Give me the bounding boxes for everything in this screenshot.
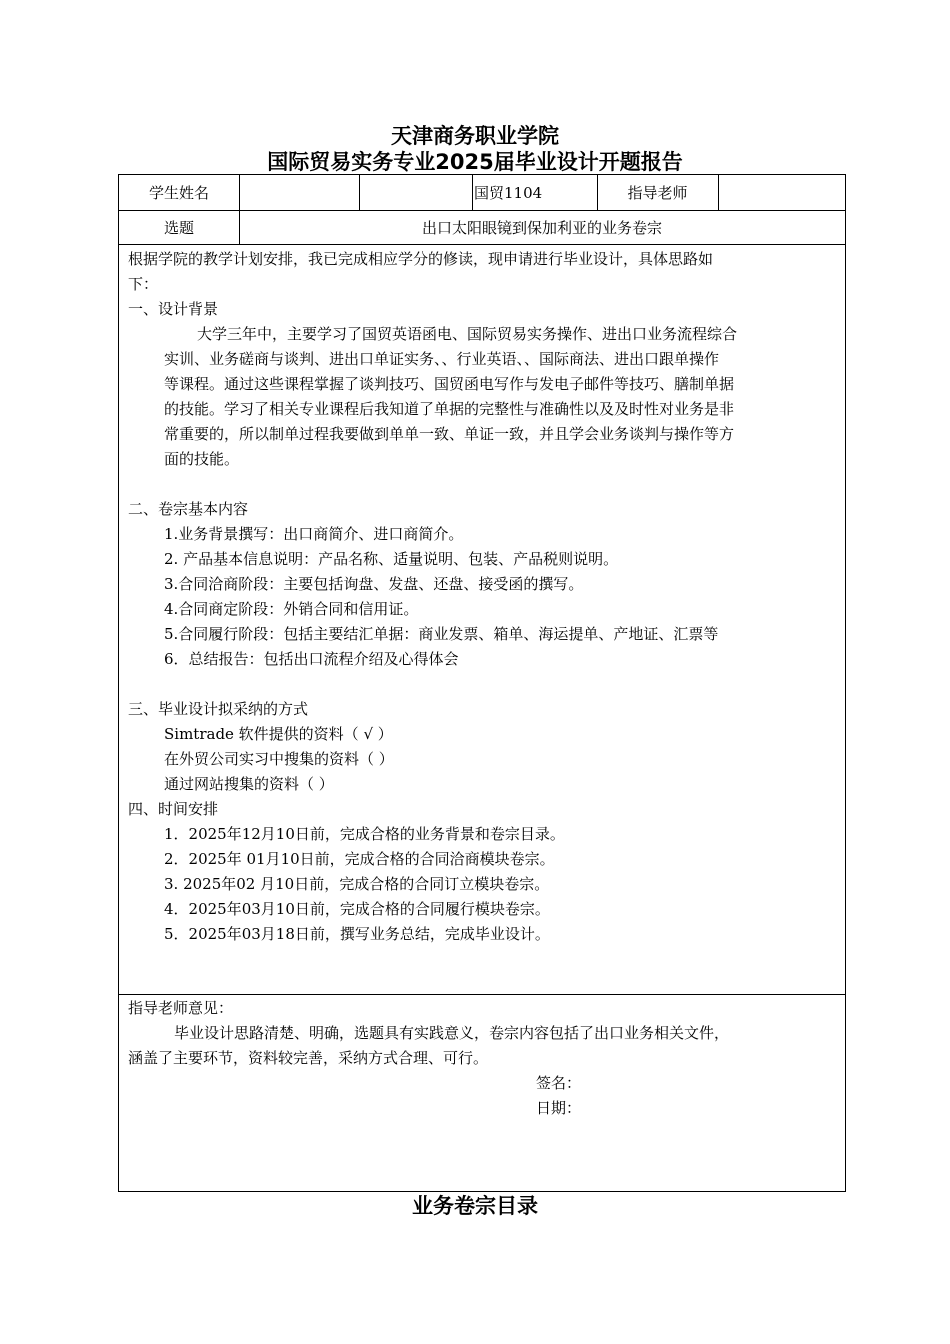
section-heading: 四、时间安排	[128, 800, 219, 818]
student-name-label: 学生姓名	[148, 184, 209, 202]
paragraph-line: 的技能。学习了相关专业课程后我知道了单据的完整性与准确性以及及时性对业务是非	[164, 400, 735, 418]
list-item: 通过网站搜集的资料（ ）	[164, 775, 334, 793]
list-item: 1.业务背景撰写：出口商简介、进口商简介。	[164, 525, 464, 543]
paragraph-line: 大学三年中，主要学习了国贸英语函电、国际贸易实务操作、进出口业务流程综合	[197, 325, 738, 343]
section-heading: 二、卷宗基本内容	[128, 500, 249, 518]
school-name-title: 天津商务职业学院	[391, 124, 559, 148]
list-item: 6．总结报告：包括出口流程介绍及心得体会	[164, 650, 459, 668]
list-item: 4．2025年03月10日前，完成合格的合同履行模块卷宗。	[164, 900, 550, 918]
row-divider	[119, 994, 845, 995]
proposal-form-table	[118, 174, 846, 1192]
list-item: 3. 2025年02 月10日前，完成合格的合同订立模块卷宗。	[164, 875, 550, 893]
list-item: 2．2025年 01月10日前，完成合格的合同洽商模块卷宗。	[164, 850, 555, 868]
list-item: Simtrade 软件提供的资料（ √ ）	[164, 725, 393, 743]
section-heading: 一、设计背景	[128, 300, 219, 318]
list-item: 在外贸公司实习中搜集的资料（ ）	[164, 750, 394, 768]
list-item: 2. 产品基本信息说明：产品名称、适量说明、包装、产品税则说明。	[164, 550, 619, 568]
next-section-title: 业务卷宗目录	[412, 1194, 538, 1218]
intro-text: 根据学院的教学计划安排，我已完成相应学分的修读，现申请进行毕业设计，具体思路如	[128, 250, 714, 268]
signature-label: 签名：	[536, 1074, 582, 1092]
paragraph-line: 等课程。通过这些课程掌握了谈判技巧、国贸函电写作与发电子邮件等技巧、膳制单据	[164, 375, 735, 393]
list-item: 5．2025年03月18日前，撰写业务总结，完成毕业设计。	[164, 925, 550, 943]
topic-label: 选题	[163, 219, 194, 237]
column-divider	[359, 175, 360, 210]
column-divider	[718, 175, 719, 210]
date-label: 日期：	[536, 1099, 582, 1117]
row-divider	[119, 244, 845, 245]
list-item: 3.合同洽商阶段：主要包括询盘、发盘、还盘、接受函的撰写。	[164, 575, 584, 593]
list-item: 1．2025年12月10日前，完成合格的业务背景和卷宗目录。	[164, 825, 565, 843]
advisor-opinion-text: 涵盖了主要环节，资料较完善，采纳方式合理、可行。	[128, 1049, 489, 1067]
paragraph-line: 常重要的，所以制单过程我要做到单单一致、单证一致，并且学会业务谈判与操作等方	[164, 425, 735, 443]
report-title: 国际贸易实务专业2025届毕业设计开题报告	[267, 150, 683, 174]
advisor-opinion-text: 毕业设计思路清楚、明确，选题具有实践意义，卷宗内容包括了出口业务相关文件，	[174, 1024, 730, 1042]
list-item: 5.合同履行阶段：包括主要结汇单据：商业发票、箱单、海运提单、产地证、汇票等	[164, 625, 719, 643]
section-heading: 三、毕业设计拟采纳的方式	[128, 700, 309, 718]
topic-value: 出口太阳眼镜到保加利亚的业务卷宗	[421, 219, 662, 237]
row-divider	[119, 210, 845, 211]
advisor-opinion-label: 指导老师意见：	[128, 999, 234, 1017]
list-item: 4.合同商定阶段：外销合同和信用证。	[164, 600, 419, 618]
class-value: 国贸1104	[474, 184, 543, 202]
intro-text: 下：	[128, 275, 159, 293]
paragraph-line: 实训、业务磋商与谈判、进出口单证实务、、行业英语、、国际商法、进出口跟单操作	[164, 350, 720, 368]
paragraph-line: 面的技能。	[164, 450, 240, 468]
column-divider	[472, 175, 473, 210]
advisor-label: 指导老师	[627, 184, 688, 202]
